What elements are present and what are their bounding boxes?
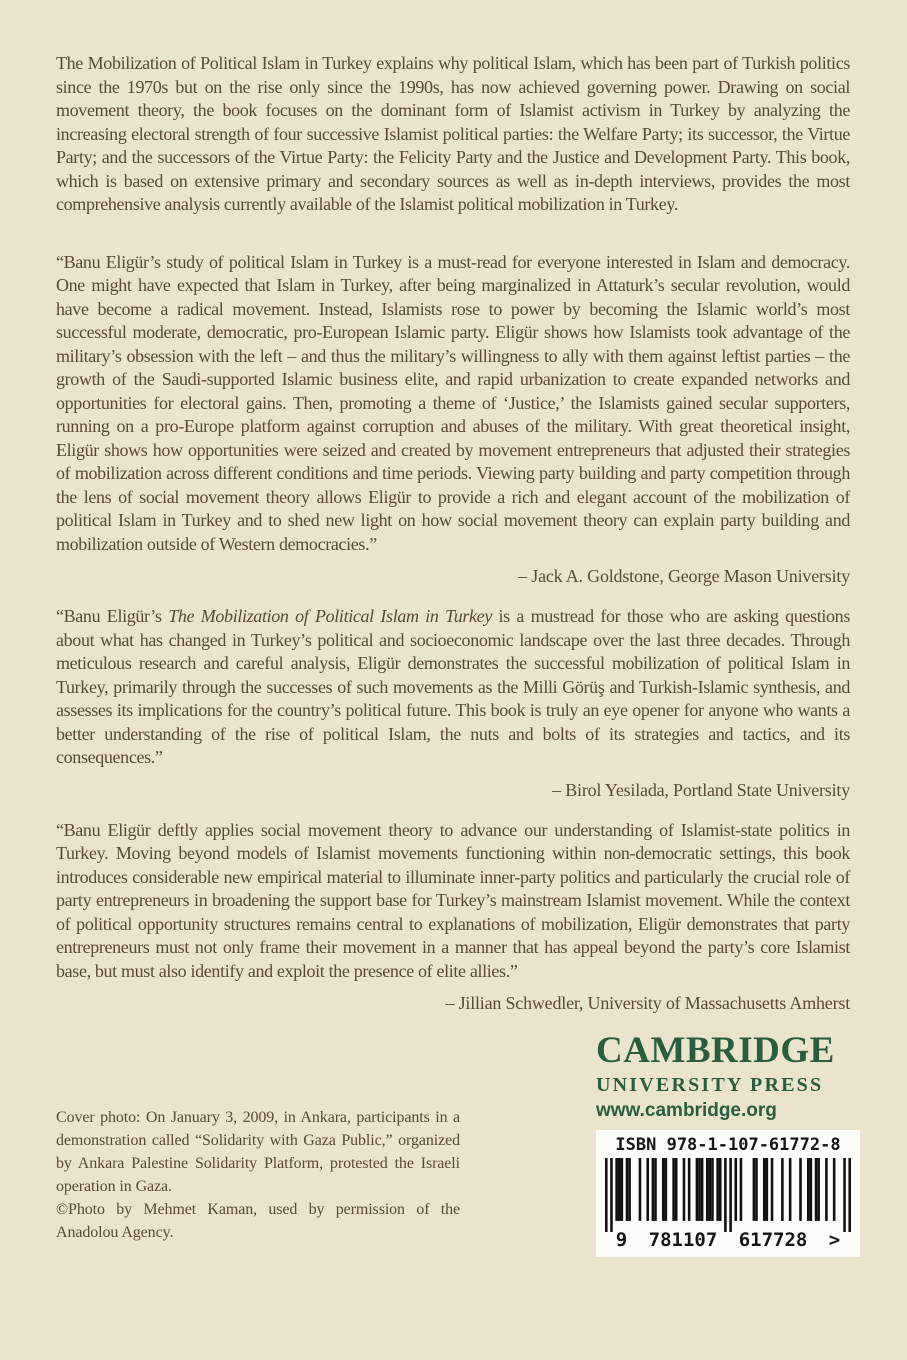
review-block-1 [56,251,850,589]
review-attribution-schwedler: – Jillian Schwedler, University of Massachusetts Amherst [445,993,850,1013]
review-quote-schwedler: “Banu Eligür deftly applies social movement theory to advance our understanding of Islamist-state politics in Turkey. Moving beyond models of Islamist movements functioning within non-democratic settings, this book introduces considerable new empirical material to illuminate inner-party politics and particularly the crucial role of party entrepreneurs in broadening the support base for Turkey’s mainstream Islamist movement. While the context of political opportunity structures remains central to explanations of mobilization, Eligür demonstrates that party entrepreneurs must not only frame their movement in a manner that has appeal beyond the party’s core Islamist base, but must also identify and exploit the presence of elite allies.” [56,819,850,981]
quote-suffix: is a mustread for those who are asking questions about what has changed in Turkey’s political and socioeconomic landscape over the last three decades. Through meticulous research and careful analysis, Eligür demonstrates the successful mobilization of political Islam in Turkey, primarily through the successes of such movements as the Milli Görüş and Turkish-Islamic synthesis, and assesses its implications for the country’s political future. This book is truly an eye opener for anyone who wants a better understanding of the rise of political Islam, the nuts and bolts of its strategies and tactics, and its consequences.” [56,606,850,767]
bottom-region [56,1032,850,1284]
publisher-name-university-press: UNIVERSITY PRESS [596,1074,824,1096]
review-quote-goldstone: “Banu Eligür’s study of political Islam in Turkey is a must-read for everyone interested in Islam and democracy. One might have expected that Islam in Turkey, after being marginalized in Attaturk’s secular revolution, would have become a radical movement. Instead, Islamists rose to power by becoming the Islamic world’s most successful moderate, democratic, pro-European Islamic party. Eligür shows how Islamists took advantage of the military’s obsession with the left – and thus the military’s willingness to ally with them against leftist parties – the growth of the Saudi-supported Islamic business elite, and rapid urbanization to create expanded networks and opportunities for electoral gains. Then, promoting a theme of ‘Justice,’ the Islamists gained secular supporters, running on a pro-Europe platform against corruption and abuses of the military. With great theoretical insight, Eligür shows how opportunities were seized and created by movement entrepreneurs that adjusted their strategies of mobilization across different conditions and time periods. Viewing party building and party competition through the lens of social movement theory allows Eligür to provide a rich and elegant account of the mobilization of political Islam in Turkey and to shed new light on how social movement theory can explain party building and mobilization outside of Western democracies.” [56,251,850,554]
barcode-digits: 9 781107 617728 > [615,1228,841,1251]
photo-credit-text: ©Photo by Mehmet Kaman, used by permission of the Anadolou Agency. [56,1201,460,1241]
isbn-number: ISBN 978-1-107-61772-8 [615,1134,841,1155]
review-attribution-goldstone: – Jack A. Goldstone, George Mason University [518,566,850,586]
publisher-block [596,1032,862,1257]
quote-prefix: “Banu Eligür’s [56,606,169,626]
review-block-2 [56,605,850,802]
isbn-barcode-panel [596,1130,860,1257]
cover-photo-caption [56,1106,460,1244]
book-title-italic: The Mobilization of Political Islam in Turkey [168,606,492,626]
publisher-name-cambridge: CAMBRIDGE [596,1030,835,1071]
cover-photo-caption-text: Cover photo: On January 3, 2009, in Ankara, participants in a demonstration called “Solidarity with Gaza Public,” organized by Ankara Palestine Solidarity Platform, protested the Israeli operation in Gaza. [56,1109,460,1195]
synopsis-paragraph: The Mobilization of Political Islam in Turkey explains why political Islam, which has been part of Turkish politics since the 1970s but on the rise only since the 1990s, has now achieved governing power. Drawing on social movement theory, the book focuses on the dominant form of Islamist activism in Turkey by analyzing the increasing electoral strength of four successive Islamist political parties: the Welfare Party; its successor, the Virtue Party; and the successors of the Virtue Party: the Felicity Party and the Justice and Development Party. This book, which is based on extensive primary and secondary sources as well as in-depth interviews, provides the most comprehensive analysis currently available of the Islamist political mobilization in Turkey. [56,53,850,214]
review-block-3 [56,819,850,1016]
barcode-icon [605,1158,851,1232]
publisher-website: www.cambridge.org [596,1100,777,1121]
review-quote-yesilada [56,605,850,770]
review-attribution-yesilada: – Birol Yesilada, Portland State University [552,779,850,800]
